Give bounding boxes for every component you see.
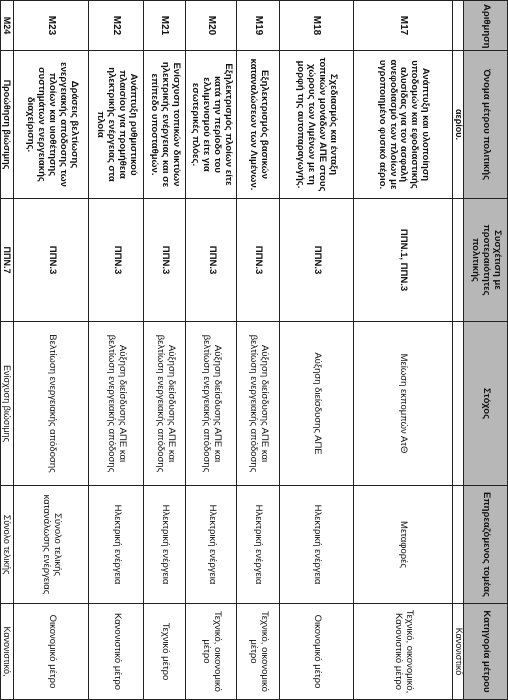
measure-category: Οικονομικό μέτρο (14, 604, 89, 700)
measure-number: M21 (143, 1, 186, 51)
measure-number: M18 (279, 1, 353, 51)
measure-goal: Μείωση εκπομπών ΑτΘ (353, 322, 452, 486)
measure-number: M20 (186, 1, 237, 51)
measure-goal: Βελτίωση ενεργειακής απόδοσης (14, 322, 89, 486)
measure-number: M22 (89, 1, 144, 51)
policy-relation: ΠΠΝ.3 (89, 199, 144, 322)
affected-sector: Ηλεκτρική ενέργεια (279, 486, 353, 604)
affected-sector: Σύνολο τελικής (1, 486, 14, 604)
measure-goal: Αύξηση διείσδυσης ΑΠΕ (279, 322, 353, 486)
table-row (14, 1, 89, 700)
measure-name: Εξηλεκτρισμός βασικών καταναλώσεων των Λιμένων. (237, 51, 280, 199)
header-measure-name: Όνομα μέτρου πολιτικής (464, 51, 508, 199)
table-row (143, 1, 186, 700)
affected-sector: Ηλεκτρική ενέργεια (237, 486, 280, 604)
measure-goal: Αύξηση διείσδυσης ΑΠΕ και βελτίωση ενεργειακής απόδοσης (143, 322, 186, 486)
affected-sector: Σύνολο τελικής κατανάλωσης ενέργειας (14, 486, 89, 604)
measure-goal: Αύξηση διείσδυσης ΑΠΕ και βελτίωση ενεργειακής απόδοσης (89, 322, 144, 486)
policy-relation: ΠΠΝ.7 (1, 199, 14, 322)
header-goal: Στόχος (464, 322, 508, 486)
measure-number: M19 (237, 1, 280, 51)
policy-relation: ΠΠΝ.3 (186, 199, 237, 322)
measure-category: Οικονομικό μέτρο (279, 604, 353, 700)
measure-name: Ανάπτυξη ρυθμιστικού πλαισίου για προμήθεια ηλεκτρικής ενέργειας στα πλοία (89, 51, 144, 199)
affected-sector: Ηλεκτρική ενέργεια (89, 486, 144, 604)
affected-sector: Ηλεκτρική ενέργεια (143, 486, 186, 604)
measure-name: Σχεδιασμός και ένταξη τοπικών μονάδων ΑΠΕ στους χώρους των Λιμένων με τη μορφή της αυτοπαραγωγής. (279, 51, 353, 199)
measure-category: Τεχνικό μέτρο (143, 604, 186, 700)
affected-sector (453, 486, 464, 604)
policy-relation: ΠΠΝ.1, ΠΠΝ.3 (353, 199, 452, 322)
measure-number: M23 (14, 1, 89, 51)
measure-name: Προώθηση βιώσιμης (1, 51, 14, 199)
measure-name: αερίου. (453, 51, 464, 199)
measure-goal: Ενίσχυση βιώσιμης (1, 322, 14, 486)
measure-category: Κανονιστικό (453, 604, 464, 700)
policy-relation (453, 199, 464, 322)
policy-relation: ΠΠΝ.3 (143, 199, 186, 322)
policy-relation: ΠΠΝ.3 (237, 199, 280, 322)
measure-name: Εξηλεκτρισμός πλοίων είτε κατά την περίοδο του ελλιμενισμού είτε για εσωτερικές πλόες. (186, 51, 237, 199)
header-affected-sector: Επηρεαζόμενος τομέας (464, 486, 508, 604)
table-row (237, 1, 280, 700)
measure-goal: Αύξηση διείσδυσης ΑΠΕ και βελτίωση ενεργειακής απόδοσης (237, 322, 280, 486)
table-row (89, 1, 144, 700)
policy-relation: ΠΠΝ.3 (279, 199, 353, 322)
policy-relation: ΠΠΝ.3 (14, 199, 89, 322)
table-row (279, 1, 353, 700)
header-number: Αριθμηση (464, 1, 508, 51)
table-row (1, 1, 14, 700)
measure-name: Ανάπτυξη και υλοποίηση υποδομών και εφοδιαστικής αλυσίδας για τον ασφαλή ανεφοδιασμό των πλοίων με υγροποιημένο φυσικό αέριο. (353, 51, 452, 199)
measure-name: Ενίσχυση τοπικών δικτύων ηλεκτρικής ενέργειας και σε επίπεδο υποσταθμών. (143, 51, 186, 199)
measure-category: Κανονιστικό μέτρο (89, 604, 144, 700)
measure-category: Τεχνικό, οικονομικό, Κανονιστικό μέτρο (353, 604, 452, 700)
measure-category: Κανονιστικό, (1, 604, 14, 700)
measure-number: M24 (1, 1, 14, 51)
measure-category: Τεχνικό, οικονομικό μέτρο (186, 604, 237, 700)
measure-goal: Αύξηση διείσδυσης ΑΠΕ και βελτίωση ενεργειακής απόδοσης (186, 322, 237, 486)
header-measure-category: Κατηγορία μέτρου (464, 604, 508, 700)
header-policy-relation: Συσχέτιση με προτεραιότητες πολιτικής (464, 199, 508, 322)
table-row (186, 1, 237, 700)
affected-sector: Ηλεκτρική ενέργεια (186, 486, 237, 604)
table-row (453, 1, 464, 700)
table-header-row (464, 1, 508, 700)
measure-goal (453, 322, 464, 486)
measure-name: Δράσεις βελτίωσης ενεργειακής απόδοσης των πλοίων και υιοθέτησης συστημάτων ενεργειακής διαχείρισης. (14, 51, 89, 199)
measure-category: Τεχνικό, οικονομικό μέτρο (237, 604, 280, 700)
affected-sector: Μεταφορές (353, 486, 452, 604)
measure-number (453, 1, 464, 51)
measure-number: M17 (353, 1, 452, 51)
table-row (353, 1, 452, 700)
